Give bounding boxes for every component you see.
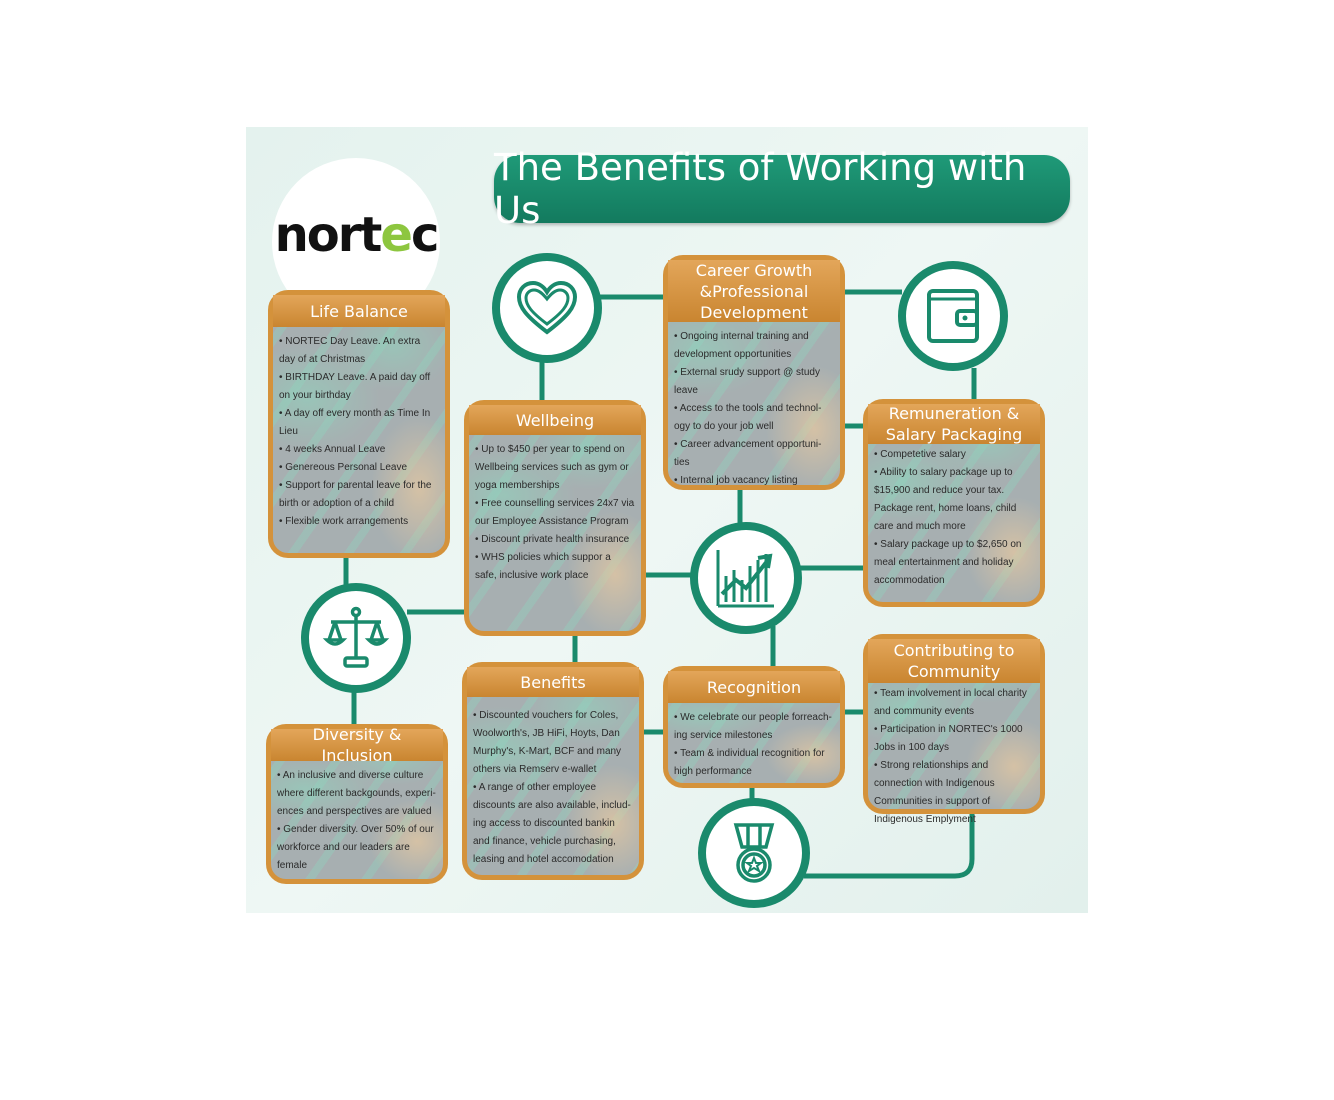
card-title: Benefits [467, 667, 639, 697]
list-item: • Ability to salary package up to $15,900 and reduce your tax. Package rent, home loans, child care and much more [874, 467, 1017, 532]
list-item: • An inclusive and diverse culture where different backgounds, experi-ences and perspectives are valued [277, 770, 436, 817]
scales-circle [301, 583, 411, 693]
list-item: • Flexible work arrangements [279, 516, 409, 527]
list-item: • Participation in NORTEC's 1000 Jobs in 100 days [874, 724, 1023, 753]
list-item: • Competetive salary [874, 449, 966, 460]
medal-icon [726, 821, 782, 885]
list-item: • NORTEC Day Leave. An extra day of at Christmas [279, 336, 421, 365]
list-item: • Gender diversity. Over 50% of our workforce and our leaders are female [277, 824, 434, 871]
list-item: • Team & individual recognition for high performance [674, 748, 825, 777]
list-item: • 4 weeks Annual Leave [279, 444, 386, 455]
scales-icon [325, 606, 387, 670]
diversity-card [266, 724, 448, 884]
list-item: • Free counselling services 24x7 via our Employee Assistance Program [475, 498, 635, 527]
list-item: • Access to the tools and technol-ogy to do your job well [674, 403, 822, 432]
list-item: • Up to $450 per year to spend on Wellbeing services such as gym or yoga memberships [475, 444, 629, 491]
wellbeing-card [464, 400, 646, 636]
career-card [663, 255, 845, 490]
life-balance-card [268, 290, 450, 558]
list-item: • Team involvement in local charity and community events [874, 688, 1027, 717]
list-item: • Discounted vouchers for Coles, Woolworth's, JB HiFi, Hoyts, Dan Murphy's, K-Mart, BCF and many others via Remserv e-wallet [473, 710, 622, 775]
card-title: Career Growth &Professional Development [668, 260, 840, 322]
recognition-card [663, 666, 845, 788]
list-item: • Internal job vacancy listing [674, 475, 798, 486]
card-title: Recognition [668, 671, 840, 703]
card-title: Contributing to Community [868, 639, 1040, 683]
nortec-logo: nortec [272, 158, 440, 326]
card-title: Remuneration & Salary Packaging [868, 404, 1040, 444]
wallet-icon [925, 287, 981, 345]
list-item: • External srudy support @ study leave [674, 367, 820, 396]
wallet-circle [898, 261, 1008, 371]
heart-circle [492, 253, 602, 363]
list-item: • Salary package up to $2,650 on meal entertainment and holiday accommodation [874, 539, 1022, 586]
list-item: • Discount private health insurance [475, 534, 630, 545]
list-item: • A day off every month as Time In Lieu [279, 408, 431, 437]
heart-icon [516, 280, 578, 336]
list-item: • Ongoing internal training and development opportunities [674, 331, 809, 360]
card-title: Life Balance [273, 295, 445, 327]
community-card [863, 634, 1045, 825]
benefits-card [462, 662, 644, 880]
list-item: • Genereous Personal Leave [279, 462, 408, 473]
list-item: • A range of other employee discounts are also available, includ-ing access to discounted bankin and finance, vehicle purchasing, leasing and hotel accomodation [473, 782, 631, 865]
growth-chart-icon [714, 546, 778, 610]
card-title: Diversity & Inclusion [271, 729, 443, 761]
list-item: • Career advancement opportuni-ties [674, 439, 822, 468]
remuneration-card [863, 399, 1045, 607]
page-title: The Benefits of Working with Us [494, 155, 1070, 223]
list-item: • We celebrate our people forreach-ing service milestones [674, 712, 832, 741]
list-item: • WHS policies which suppor a safe, inclusive work place [475, 552, 611, 581]
medal-circle [698, 798, 810, 908]
list-item: • Support for parental leave for the birth or adoption of a child [279, 480, 432, 509]
card-title: Wellbeing [469, 405, 641, 435]
growth-circle [690, 522, 802, 634]
list-item: • BIRTHDAY Leave. A paid day off on your birthday [279, 372, 431, 401]
list-item: • Strong relationships and connection with Indigenous Communities in support of Indigenous Emplyment [874, 760, 995, 825]
